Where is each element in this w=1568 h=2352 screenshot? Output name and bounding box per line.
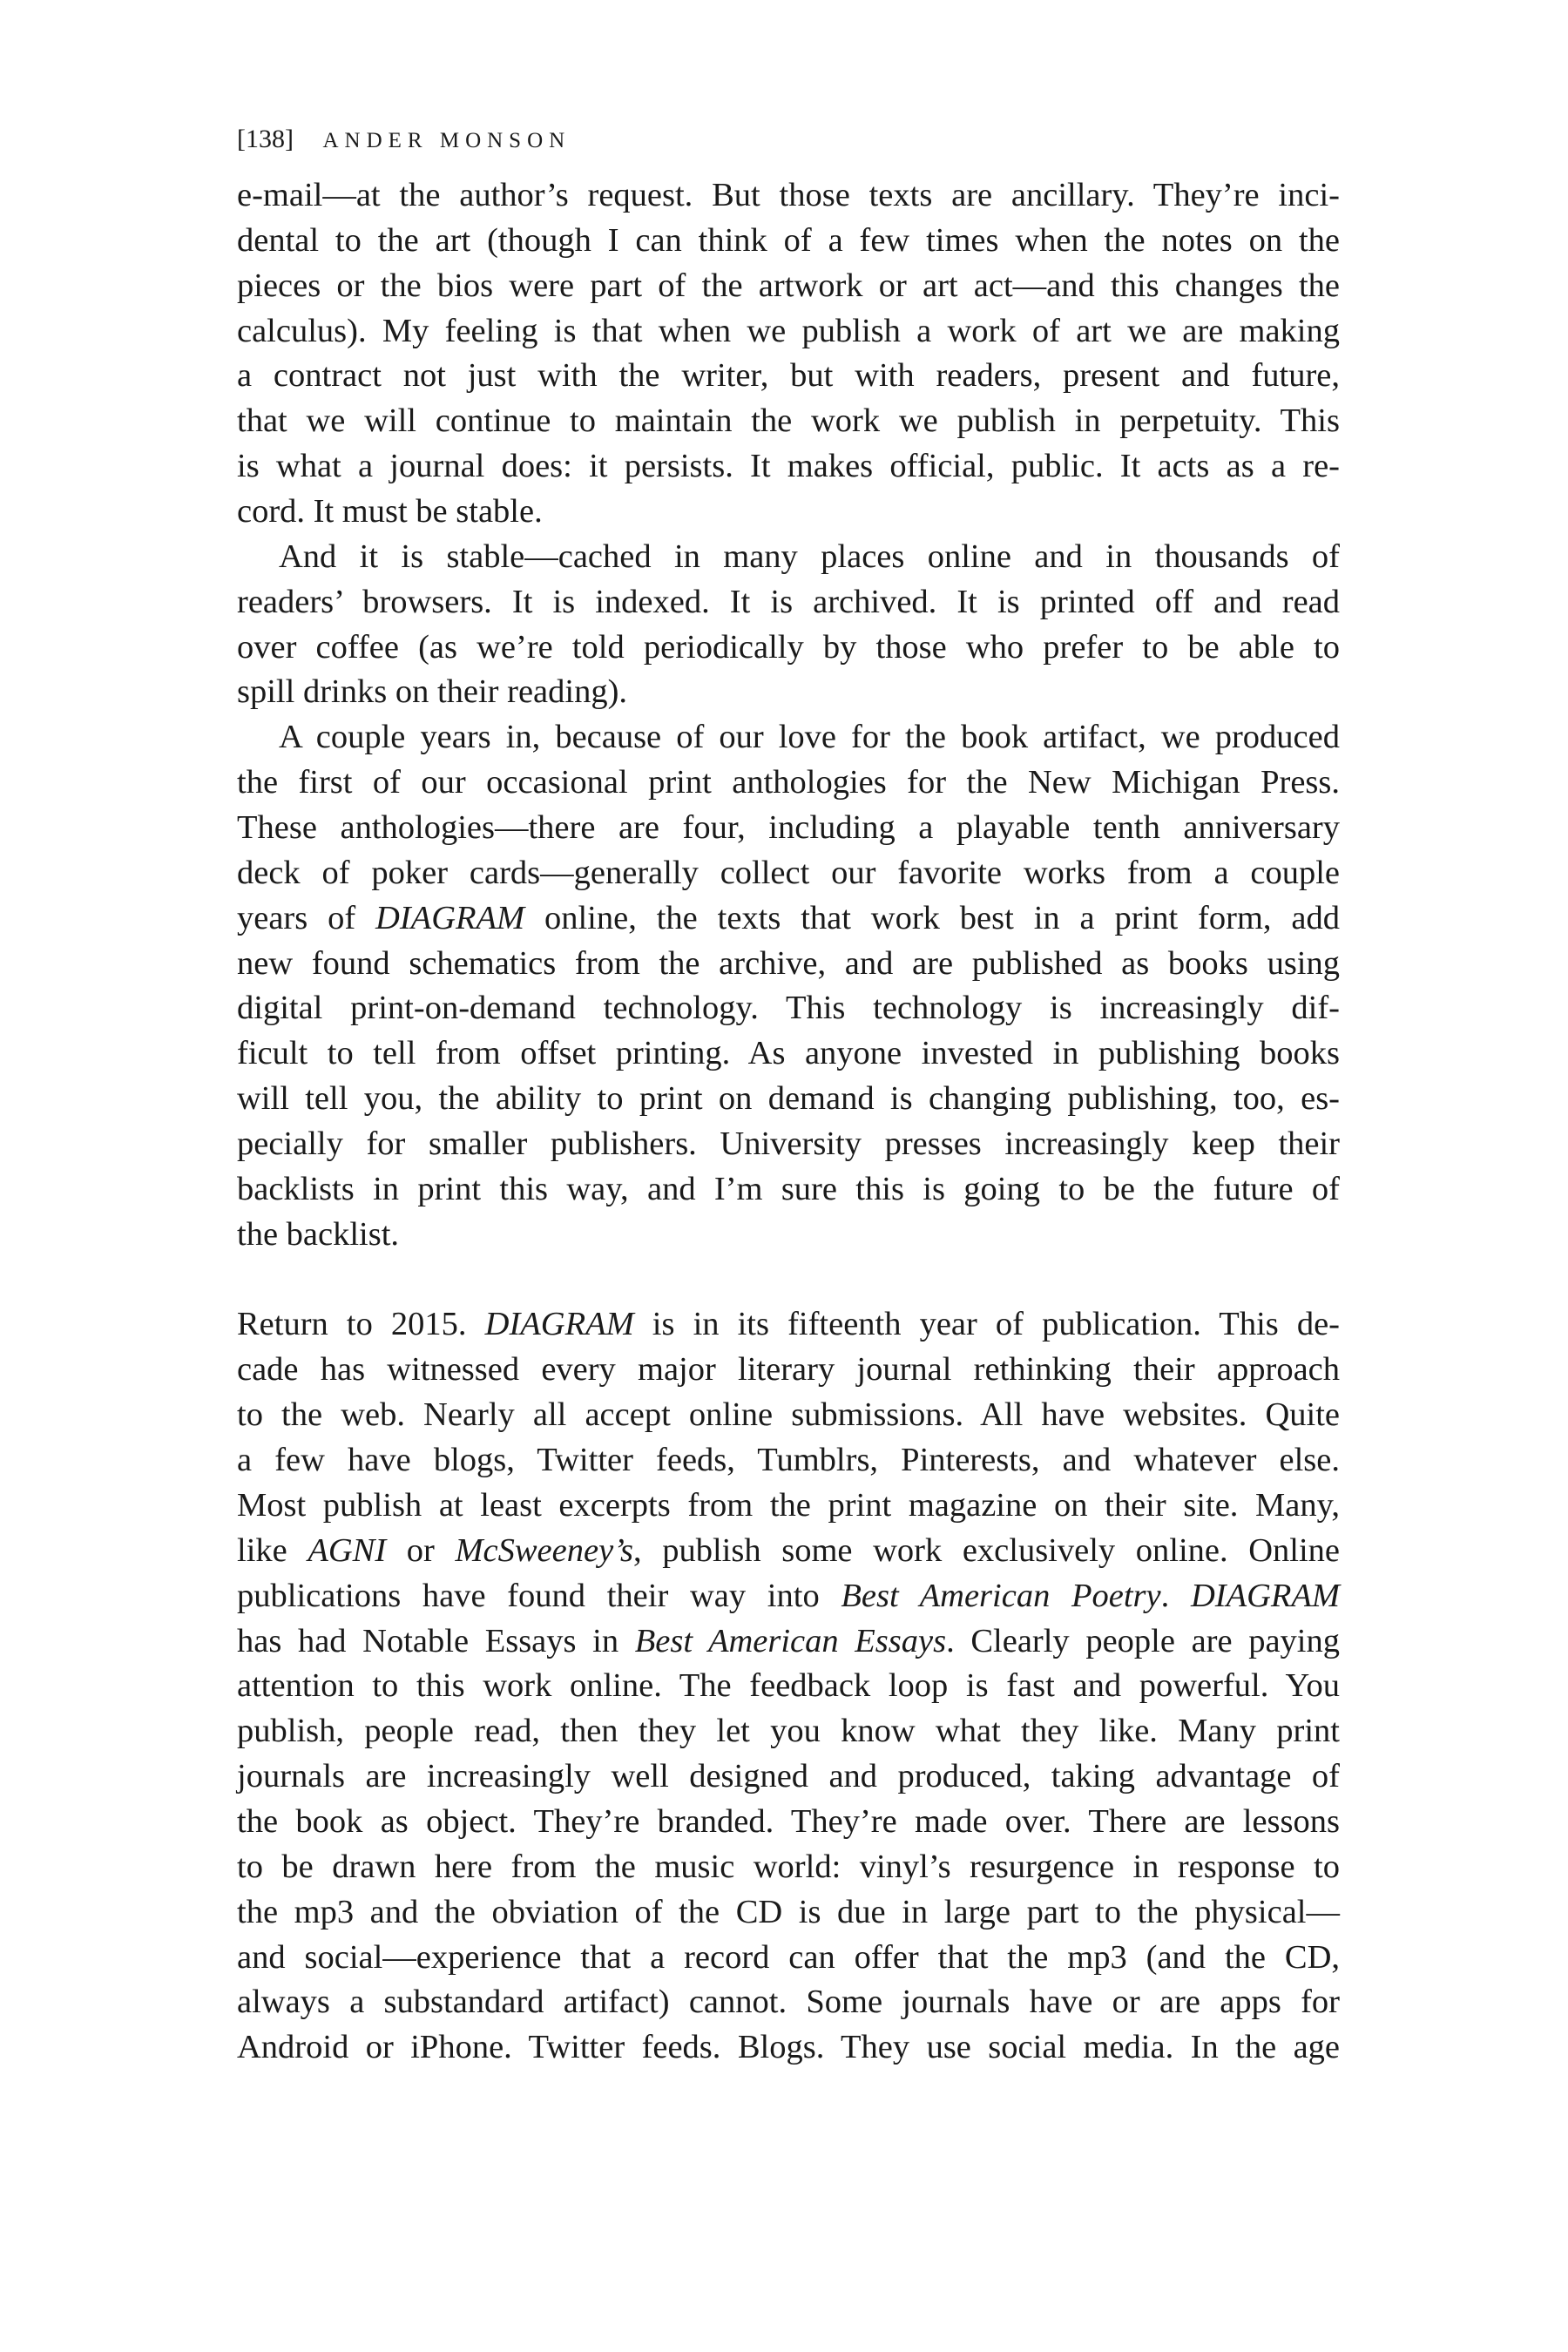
- text-line: [237, 535, 1340, 580]
- text-line: [237, 1709, 1340, 1754]
- text-line: [237, 1302, 1340, 1348]
- text-run: publications have found their way into: [237, 1577, 841, 1614]
- text-line: [237, 1800, 1340, 1845]
- text-line: [237, 399, 1340, 444]
- text-run: backlists in print this way, and I’m sure this is going to be the future of: [237, 1170, 1340, 1207]
- text-run: will tell you, the ability to print on demand is changing publishing, too, es-: [237, 1080, 1340, 1118]
- text-line: [237, 760, 1340, 806]
- running-head: [237, 125, 571, 156]
- body-text: [237, 173, 1340, 2071]
- italic-title: McSweeney’s: [455, 1531, 633, 1569]
- text-run: the mp3 and the obviation of the CD is due in large part to the physical—: [237, 1893, 1340, 1930]
- text-line: [237, 1438, 1340, 1484]
- text-run: .: [1160, 1577, 1191, 1614]
- text-line: [237, 173, 1340, 219]
- text-line: [237, 986, 1340, 1031]
- italic-title: DIAGRAM: [375, 899, 525, 936]
- paragraph: [237, 715, 1340, 1257]
- text-line: [237, 309, 1340, 355]
- text-line: [237, 490, 1340, 535]
- text-line: [237, 1574, 1340, 1619]
- text-line: [237, 1393, 1340, 1438]
- text-run: to the web. Nearly all accept online submissions. All have websites. Quite: [237, 1396, 1340, 1434]
- text-run: and social—experience that a record can offer that the mp3 (and the CD,: [237, 1938, 1340, 1976]
- text-run: pieces or the bios were part of the artwork or art act—and this changes the: [237, 267, 1340, 304]
- text-run: a contract not just with the writer, but with readers, present and future,: [237, 357, 1340, 395]
- text-run: digital print-on-demand technology. This technology is increasingly dif-: [237, 990, 1340, 1027]
- text-run: journals are increasingly well designed and produced, taking advantage of: [237, 1758, 1340, 1795]
- text-run: spill drinks on their reading).: [237, 673, 628, 711]
- text-line: [237, 354, 1340, 399]
- paragraph: [237, 173, 1340, 535]
- text-line: [237, 1754, 1340, 1800]
- text-run: attention to this work online. The feedback loop is fast and powerful. You: [237, 1667, 1340, 1705]
- text-run: or: [386, 1531, 456, 1569]
- text-run: e-mail—at the author’s request. But those texts are ancillary. They’re inci-: [237, 177, 1340, 213]
- text-line: [237, 1845, 1340, 1890]
- text-run: the backlist.: [237, 1215, 400, 1253]
- text-run: the book as object. They’re branded. They’re made over. There are lessons: [237, 1802, 1340, 1840]
- text-run: is what a journal does: it persists. It makes official, public. It acts as a re-: [237, 448, 1340, 485]
- text-run: to be drawn here from the music world: vinyl’s resurgence in response to: [237, 1848, 1340, 1885]
- italic-title: DIAGRAM: [484, 1306, 634, 1343]
- text-line: [237, 1167, 1340, 1213]
- text-run: the first of our occasional print anthologies for the New Michigan Press.: [237, 764, 1340, 801]
- text-line: [237, 942, 1340, 987]
- text-line: [237, 1348, 1340, 1393]
- text-run: These anthologies—there are four, including a playable tenth anniversary: [237, 809, 1340, 847]
- text-run: . Clearly people are paying: [946, 1622, 1340, 1659]
- text-run: over coffee (as we’re told periodically by those who prefer to be able to: [237, 628, 1340, 666]
- text-line: [237, 1077, 1340, 1122]
- paragraph: [237, 535, 1340, 715]
- text-run: Return to 2015.: [237, 1306, 485, 1343]
- text-line: [237, 1619, 1340, 1665]
- text-run: readers’ browsers. It is indexed. It is archived. It is printed off and read: [237, 583, 1340, 620]
- text-run: like: [237, 1531, 308, 1569]
- running-head-author: ANDER MONSON: [322, 129, 571, 152]
- text-line: [237, 851, 1340, 896]
- text-line: [237, 1484, 1340, 1529]
- text-line: [237, 1031, 1340, 1077]
- section-break: [237, 1258, 1340, 1303]
- text-run: Most publish at least excerpts from the print magazine on their site. Many,: [237, 1486, 1340, 1524]
- text-line: [237, 670, 1340, 715]
- text-run: pecially for smaller publishers. University presses increasingly keep their: [237, 1125, 1340, 1163]
- text-run: dental to the art (though I can think of a few times when the notes on the: [237, 221, 1340, 259]
- text-run: that we will continue to maintain the work we publish in perpetuity. This: [237, 402, 1340, 440]
- paragraph: [237, 1302, 1340, 2071]
- text-run: has had Notable Essays in: [237, 1622, 635, 1659]
- page-number: [138]: [237, 125, 294, 153]
- italic-title: Best American Poetry: [841, 1577, 1161, 1614]
- text-run: cord. It must be stable.: [237, 493, 543, 531]
- text-line: [237, 580, 1340, 625]
- text-line: [237, 625, 1340, 671]
- text-run: A couple years in, because of our love for the book artifact, we produced: [279, 719, 1340, 756]
- text-line: [237, 1664, 1340, 1709]
- text-run: , publish some work exclusively online. Online: [633, 1531, 1341, 1569]
- text-line: [237, 444, 1340, 490]
- text-run: cade has witnessed every major literary journal rethinking their approach: [237, 1351, 1340, 1389]
- text-run: And it is stable—cached in many places online and in thousands of: [279, 537, 1340, 575]
- text-line: [237, 2025, 1340, 2071]
- text-line: [237, 219, 1340, 264]
- text-run: is in its fifteenth year of publication. This de-: [633, 1306, 1340, 1343]
- text-line: [237, 715, 1340, 760]
- text-run: a few have blogs, Twitter feeds, Tumblrs, Pinterests, and whatever else.: [237, 1442, 1340, 1479]
- text-line: [237, 896, 1340, 942]
- text-line: [237, 1122, 1340, 1167]
- text-line: [237, 1980, 1340, 2025]
- text-run: online, the texts that work best in a print form, add: [524, 899, 1340, 936]
- text-run: always a substandard artifact) cannot. Some journals have or are apps for: [237, 1984, 1340, 2021]
- italic-title: Best American Essays: [634, 1622, 947, 1659]
- text-line: [237, 1890, 1340, 1936]
- text-run: publish, people read, then they let you know what they like. Many print: [237, 1713, 1340, 1750]
- italic-title: DIAGRAM: [1190, 1577, 1341, 1614]
- text-line: [237, 264, 1340, 309]
- text-run: deck of poker cards—generally collect our favorite works from a couple: [237, 854, 1340, 891]
- text-line: [237, 1213, 1340, 1258]
- italic-title: AGNI: [308, 1531, 387, 1569]
- text-run: years of: [237, 899, 376, 936]
- text-line: [237, 1936, 1340, 1981]
- text-run: ficult to tell from offset printing. As anyone invested in publishing books: [237, 1035, 1340, 1072]
- text-line: [237, 1529, 1340, 1574]
- text-run: calculus). My feeling is that when we publish a work of art we are making: [237, 312, 1340, 349]
- text-run: Android or iPhone. Twitter feeds. Blogs. They use social media. In the age: [237, 2029, 1340, 2066]
- text-line: [237, 806, 1340, 851]
- text-run: new found schematics from the archive, and are published as books using: [237, 944, 1340, 982]
